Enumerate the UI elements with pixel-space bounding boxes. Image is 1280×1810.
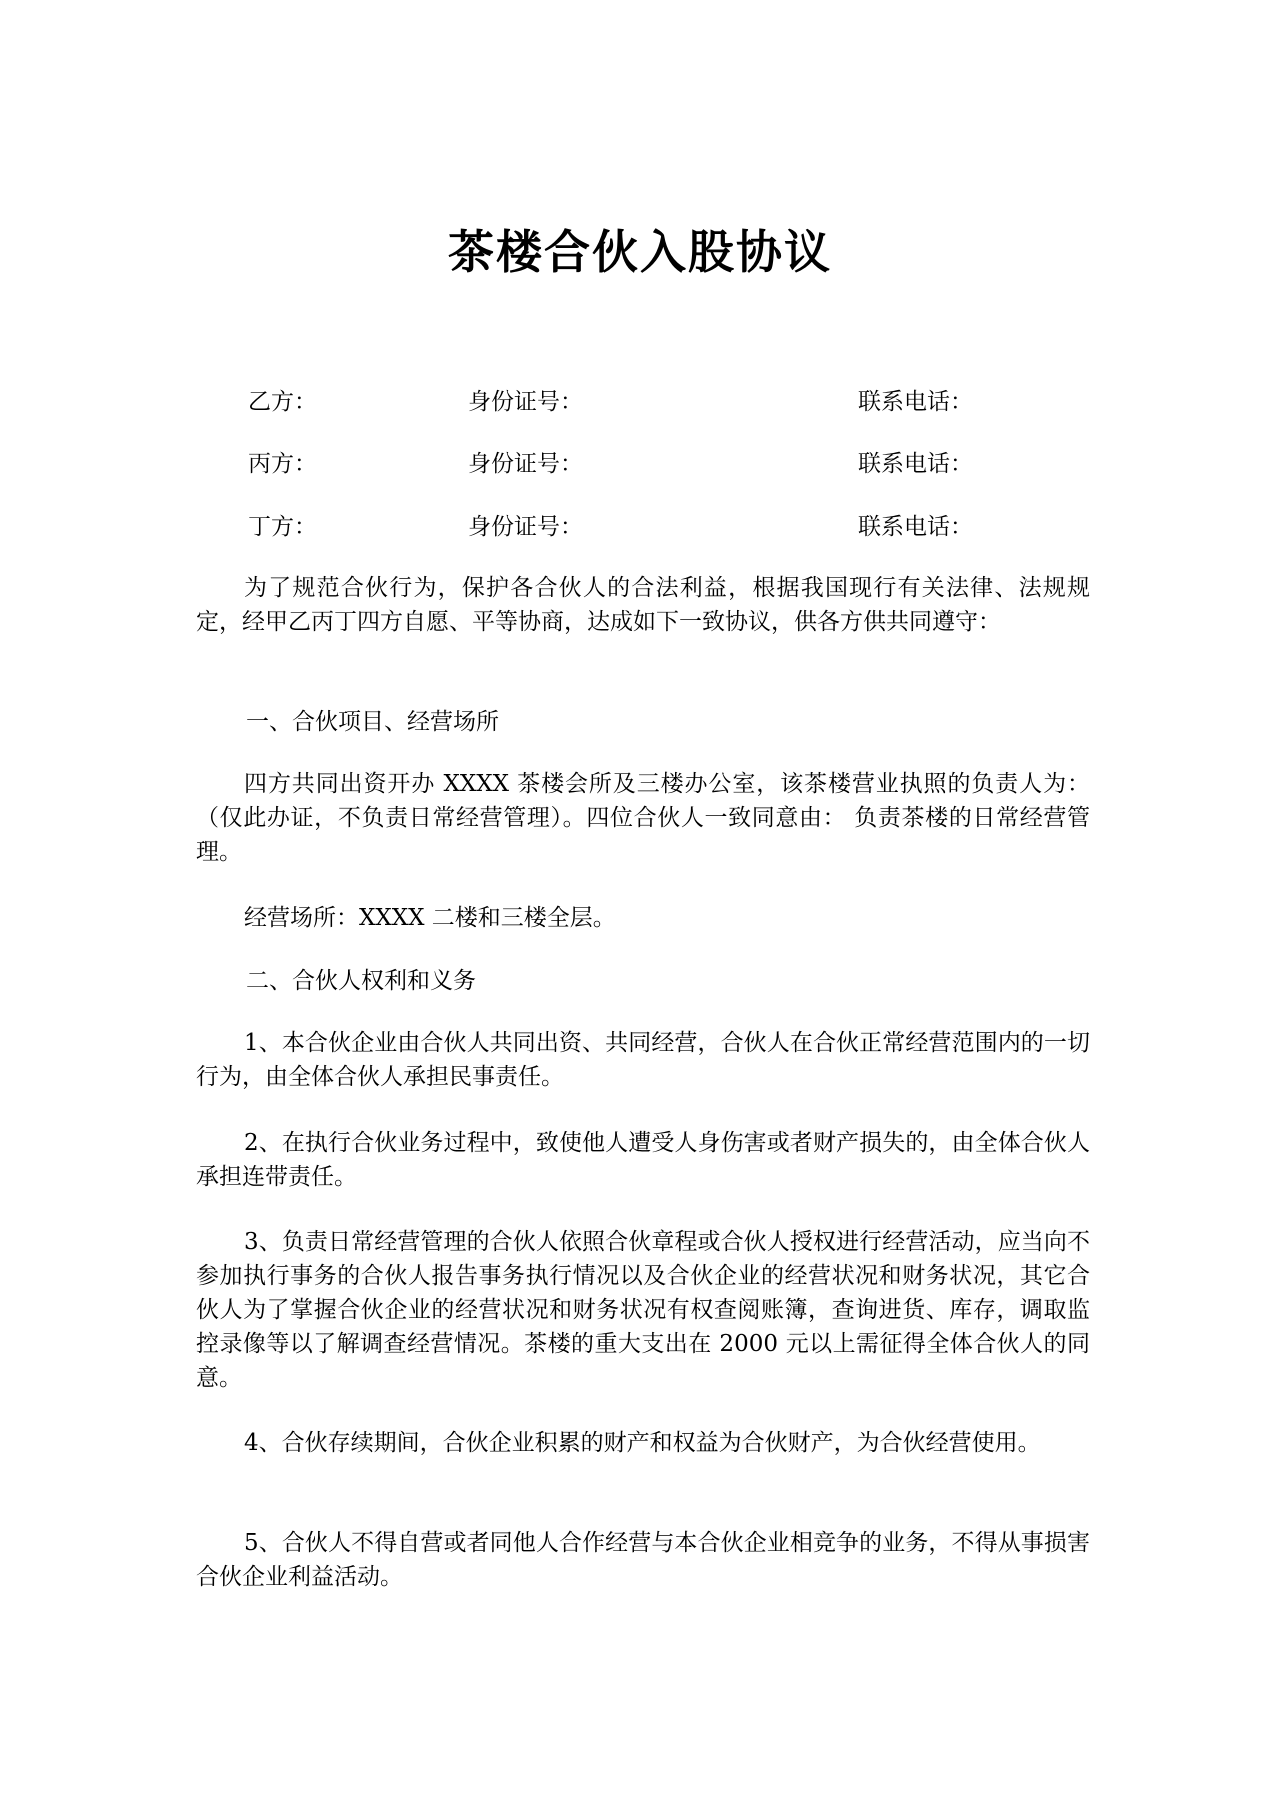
section2-item-3: 3、负责日常经营管理的合伙人依照合伙章程或合伙人授权进行经营活动，应当向不参加执行事务的合伙人报告事务执行情况以及合伙企业的经营状况和财务状况，其它合伙人为了掌握合伙企业的经营状况和财务状况有权查阅账簿，查询进货、库存，调取监控录像等以了解调查经营情况。茶楼的重大支出在 2000 元以上需征得全体合伙人的同意。 bbox=[196, 1229, 1090, 1391]
section1-paragraph-1: 四方共同出资开办 XXXX 茶楼会所及三楼办公室，该茶楼营业执照的负责人为：（仅此办证，不负责日常经营管理）。四位合伙人一致同意由： 负责茶楼的日常经营管理。 bbox=[196, 771, 1090, 865]
section2-item-4: 4、合伙存续期间，合伙企业积累的财产和权益为合伙财产，为合伙经营使用。 bbox=[244, 1430, 1041, 1456]
party-row-b bbox=[248, 385, 1088, 419]
id-number-label: 身份证号： bbox=[468, 451, 583, 477]
section2-item-2: 2、在执行合伙业务过程中，致使他人遭受人身伤害或者财产损失的，由全体合伙人承担连带责任。 bbox=[196, 1130, 1090, 1190]
phone-label: 联系电话： bbox=[858, 389, 973, 415]
document-title: 茶楼合伙入股协议 bbox=[448, 225, 832, 279]
party-row-c bbox=[248, 447, 1088, 481]
section1-paragraph-2: 经营场所：XXXX 二楼和三楼全层。 bbox=[244, 905, 616, 931]
section-heading-1: 一、合伙项目、经营场所 bbox=[246, 709, 499, 735]
phone-label: 联系电话： bbox=[858, 451, 973, 477]
intro-paragraph: 为了规范合伙行为，保护各合伙人的合法利益，根据我国现行有关法律、法规规定，经甲乙丙丁四方自愿、平等协商，达成如下一致协议，供各方供共同遵守： bbox=[196, 575, 1090, 635]
party-row-d bbox=[248, 510, 1088, 544]
section-heading-2: 二、合伙人权利和义务 bbox=[246, 968, 476, 994]
phone-label: 联系电话： bbox=[858, 514, 973, 540]
party-label: 乙方： bbox=[248, 389, 317, 415]
id-number-label: 身份证号： bbox=[468, 514, 583, 540]
party-label: 丁方： bbox=[248, 514, 317, 540]
id-number-label: 身份证号： bbox=[468, 389, 583, 415]
section2-item-5: 5、合伙人不得自营或者同他人合作经营与本合伙企业相竞争的业务，不得从事损害合伙企业利益活动。 bbox=[196, 1530, 1090, 1590]
party-label: 丙方： bbox=[248, 451, 317, 477]
section2-item-1: 1、本合伙企业由合伙人共同出资、共同经营，合伙人在合伙正常经营范围内的一切行为，由全体合伙人承担民事责任。 bbox=[196, 1030, 1090, 1090]
